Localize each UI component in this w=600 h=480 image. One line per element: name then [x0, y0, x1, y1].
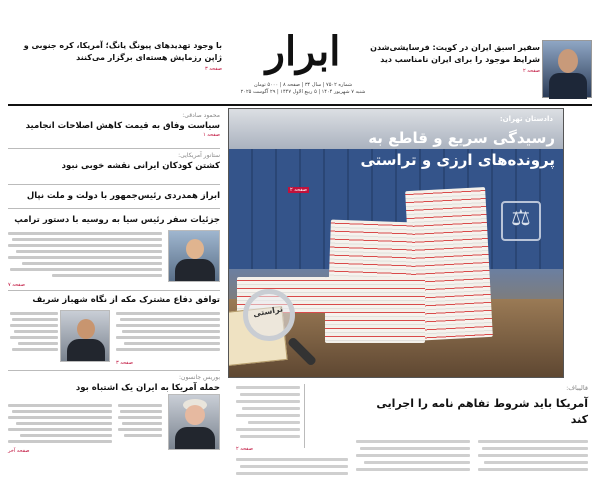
story-6-kicker: بوریس جانسون:	[179, 374, 220, 381]
main-ref: صفحه ۲	[290, 187, 307, 193]
story-1-ref: صفحه ۱	[203, 132, 220, 138]
justice-scale-icon	[501, 201, 541, 241]
bottom-headline: آمریکا باید شروط تفاهم نامه را اجرایی کند	[376, 397, 588, 426]
photo-suit	[549, 73, 587, 99]
issue-info-line-2: شنبه ۷ شهریور ۱۴۰۴ | ۵ ربیع الاول ۱۴۴۷ | ۲۹ آگوست ۲۰۲۵	[240, 89, 366, 95]
divider	[8, 290, 220, 291]
story-5[interactable]	[8, 294, 220, 306]
story-5-body-a	[8, 312, 58, 354]
bottom-ref: صفحه ۲	[236, 446, 253, 452]
story-2-kicker: ستانور آمریکایی:	[178, 152, 220, 159]
divider	[8, 148, 220, 149]
bottom-story[interactable]	[228, 380, 592, 480]
story-6[interactable]	[8, 374, 220, 394]
divider	[8, 370, 220, 371]
story-3-headline: ابراز همدردی رئیس‌جمهور با دولت و ملت نپال	[26, 191, 220, 201]
bottom-kicker: قالیباف:	[566, 384, 588, 392]
photo-body	[175, 427, 215, 450]
bottom-body-col-4	[478, 440, 588, 475]
file-stack	[325, 277, 425, 343]
photo-head	[558, 49, 578, 73]
story-4[interactable]	[8, 214, 220, 226]
story-2-headline: کشتن کودکان ایرانی نقشه خوبی نبود	[61, 161, 220, 171]
story-6-body	[8, 404, 112, 446]
masthead-left-headline: با وجود تهدیدهای پیونگ یانگ؛ آمریکا، کره جنوبی و ژاپن رزمایش هسته‌ای برگزار می‌کنند	[23, 41, 222, 62]
divider	[8, 208, 220, 209]
masthead-left-story[interactable]	[12, 40, 222, 73]
masthead	[0, 0, 600, 104]
issue-info-line-1: شماره ۷۵۰۲ | سال ۳۴ | صفحه ۸ | ۵۰۰۰ تومان	[253, 82, 353, 88]
masthead-right-ref: صفحه ۲	[523, 68, 540, 74]
masthead-left-ref: صفحه ۳	[205, 66, 222, 72]
story-1-headline: سیاست وفاق به قیمت کاهش اصلاحات انجامید	[25, 121, 220, 131]
story-2[interactable]	[8, 152, 220, 172]
masthead-rule	[8, 104, 592, 106]
story-5-body-b	[116, 312, 220, 354]
column-rule	[304, 384, 305, 448]
photo-head	[77, 319, 95, 339]
bottom-body-col-2	[236, 458, 348, 479]
boris-johnson-photo	[168, 394, 220, 450]
masthead-right-story[interactable]	[370, 42, 540, 75]
story-1[interactable]	[8, 112, 220, 139]
shahbaz-sharif-photo	[60, 310, 110, 362]
photo-head	[185, 405, 205, 425]
main-kicker: دادستان تهران:	[499, 115, 553, 123]
story-6-body-b	[118, 404, 162, 440]
main-photo[interactable]	[228, 108, 564, 378]
story-4-headline: جزئیات سفر رئیس سیا به روسیه با دستور ترامپ	[14, 215, 220, 225]
newspaper-logo: ابرار	[265, 28, 341, 75]
story-3[interactable]	[8, 190, 220, 202]
issue-info	[232, 82, 374, 96]
story-4-body	[8, 232, 162, 280]
story-1-kicker: محمود صادقی:	[182, 112, 220, 119]
story-5-headline: توافق دفاع مشترک مکه از نگاه شهباز شریف	[32, 295, 220, 305]
story-6-headline: حمله آمریکا به ایران یک اشتباه بود	[75, 383, 220, 393]
photo-head	[186, 239, 204, 259]
masthead-right-headline: سفیر اسبق ایران در کویت: فرسایشی‌شدن شرایط موجود را برای ایران نامناسب دید	[370, 43, 540, 64]
divider	[8, 184, 220, 185]
photo-body	[67, 339, 105, 362]
left-column	[0, 108, 228, 480]
story-6-ref: صفحه آخر	[8, 448, 30, 454]
photo-body	[175, 259, 215, 282]
trump-photo	[168, 230, 220, 282]
bottom-body-col-3	[356, 440, 470, 475]
ambassador-photo	[542, 40, 592, 98]
magnifier-label: تراستی	[252, 304, 284, 319]
story-4-ref: صفحه ۷	[8, 282, 25, 288]
story-5-ref: صفحه ۳	[116, 360, 133, 366]
bottom-body-col-1	[236, 386, 300, 442]
main-headline: رسیدگی سریع و قاطع به پرونده‌های ارزی و تراستی	[360, 129, 555, 169]
